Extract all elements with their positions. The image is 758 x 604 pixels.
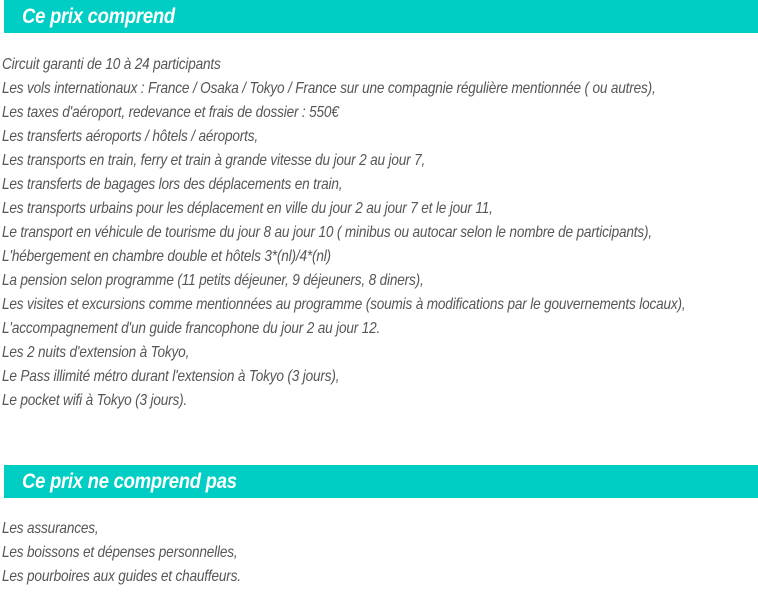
price-includes-title: Ce prix comprend [22, 4, 175, 28]
price-includes-item: Le transport en véhicule de tourisme du jour 8 au jour 10 ( minibus ou autocar selon le nombre de participants), [2, 224, 653, 241]
price-includes-item: Les transferts de bagages lors des déplacements en train, [2, 176, 343, 193]
price-includes-header [4, 0, 758, 33]
price-excludes-header [4, 465, 758, 498]
price-includes-item: Le pocket wifi à Tokyo (3 jours). [2, 392, 188, 409]
price-includes-item: Les visites et excursions comme mentionnées au programme (soumis à modifications par le gouvernements locaux), [2, 296, 686, 313]
price-excludes-item: Les assurances, [2, 520, 99, 537]
price-excludes-item: Les boissons et dépenses personnelles, [2, 544, 238, 561]
price-includes-item: Les transports urbains pour les déplacement en ville du jour 2 au jour 7 et le jour 11, [2, 200, 493, 217]
price-includes-item: Les transferts aéroports / hôtels / aéroports, [2, 128, 259, 145]
price-includes-item: L'accompagnement d'un guide francophone du jour 2 au jour 12. [2, 320, 381, 337]
price-includes-item: La pension selon programme (11 petits déjeuner, 9 déjeuners, 8 diners), [2, 272, 424, 289]
price-includes-item: Les taxes d'aéroport, redevance et frais de dossier : 550€ [2, 104, 339, 121]
price-excludes-title: Ce prix ne comprend pas [22, 469, 237, 493]
price-includes-item: Les vols internationaux : France / Osaka / Tokyo / France sur une compagnie régulière mentionnée ( ou autres), [2, 80, 656, 97]
price-includes-item: Le Pass illimité métro durant l'extension à Tokyo (3 jours), [2, 368, 340, 385]
price-includes-list [2, 53, 758, 413]
price-includes-item: Les transports en train, ferry et train à grande vitesse du jour 2 au jour 7, [2, 152, 426, 169]
price-includes-item: Circuit garanti de 10 à 24 participants [2, 56, 221, 73]
price-excludes-list [2, 517, 758, 589]
price-includes-item: Les 2 nuits d'extension à Tokyo, [2, 344, 190, 361]
price-includes-item: L'hébergement en chambre double et hôtels 3*(nl)/4*(nl) [2, 248, 331, 265]
price-excludes-item: Les pourboires aux guides et chauffeurs. [2, 568, 241, 585]
